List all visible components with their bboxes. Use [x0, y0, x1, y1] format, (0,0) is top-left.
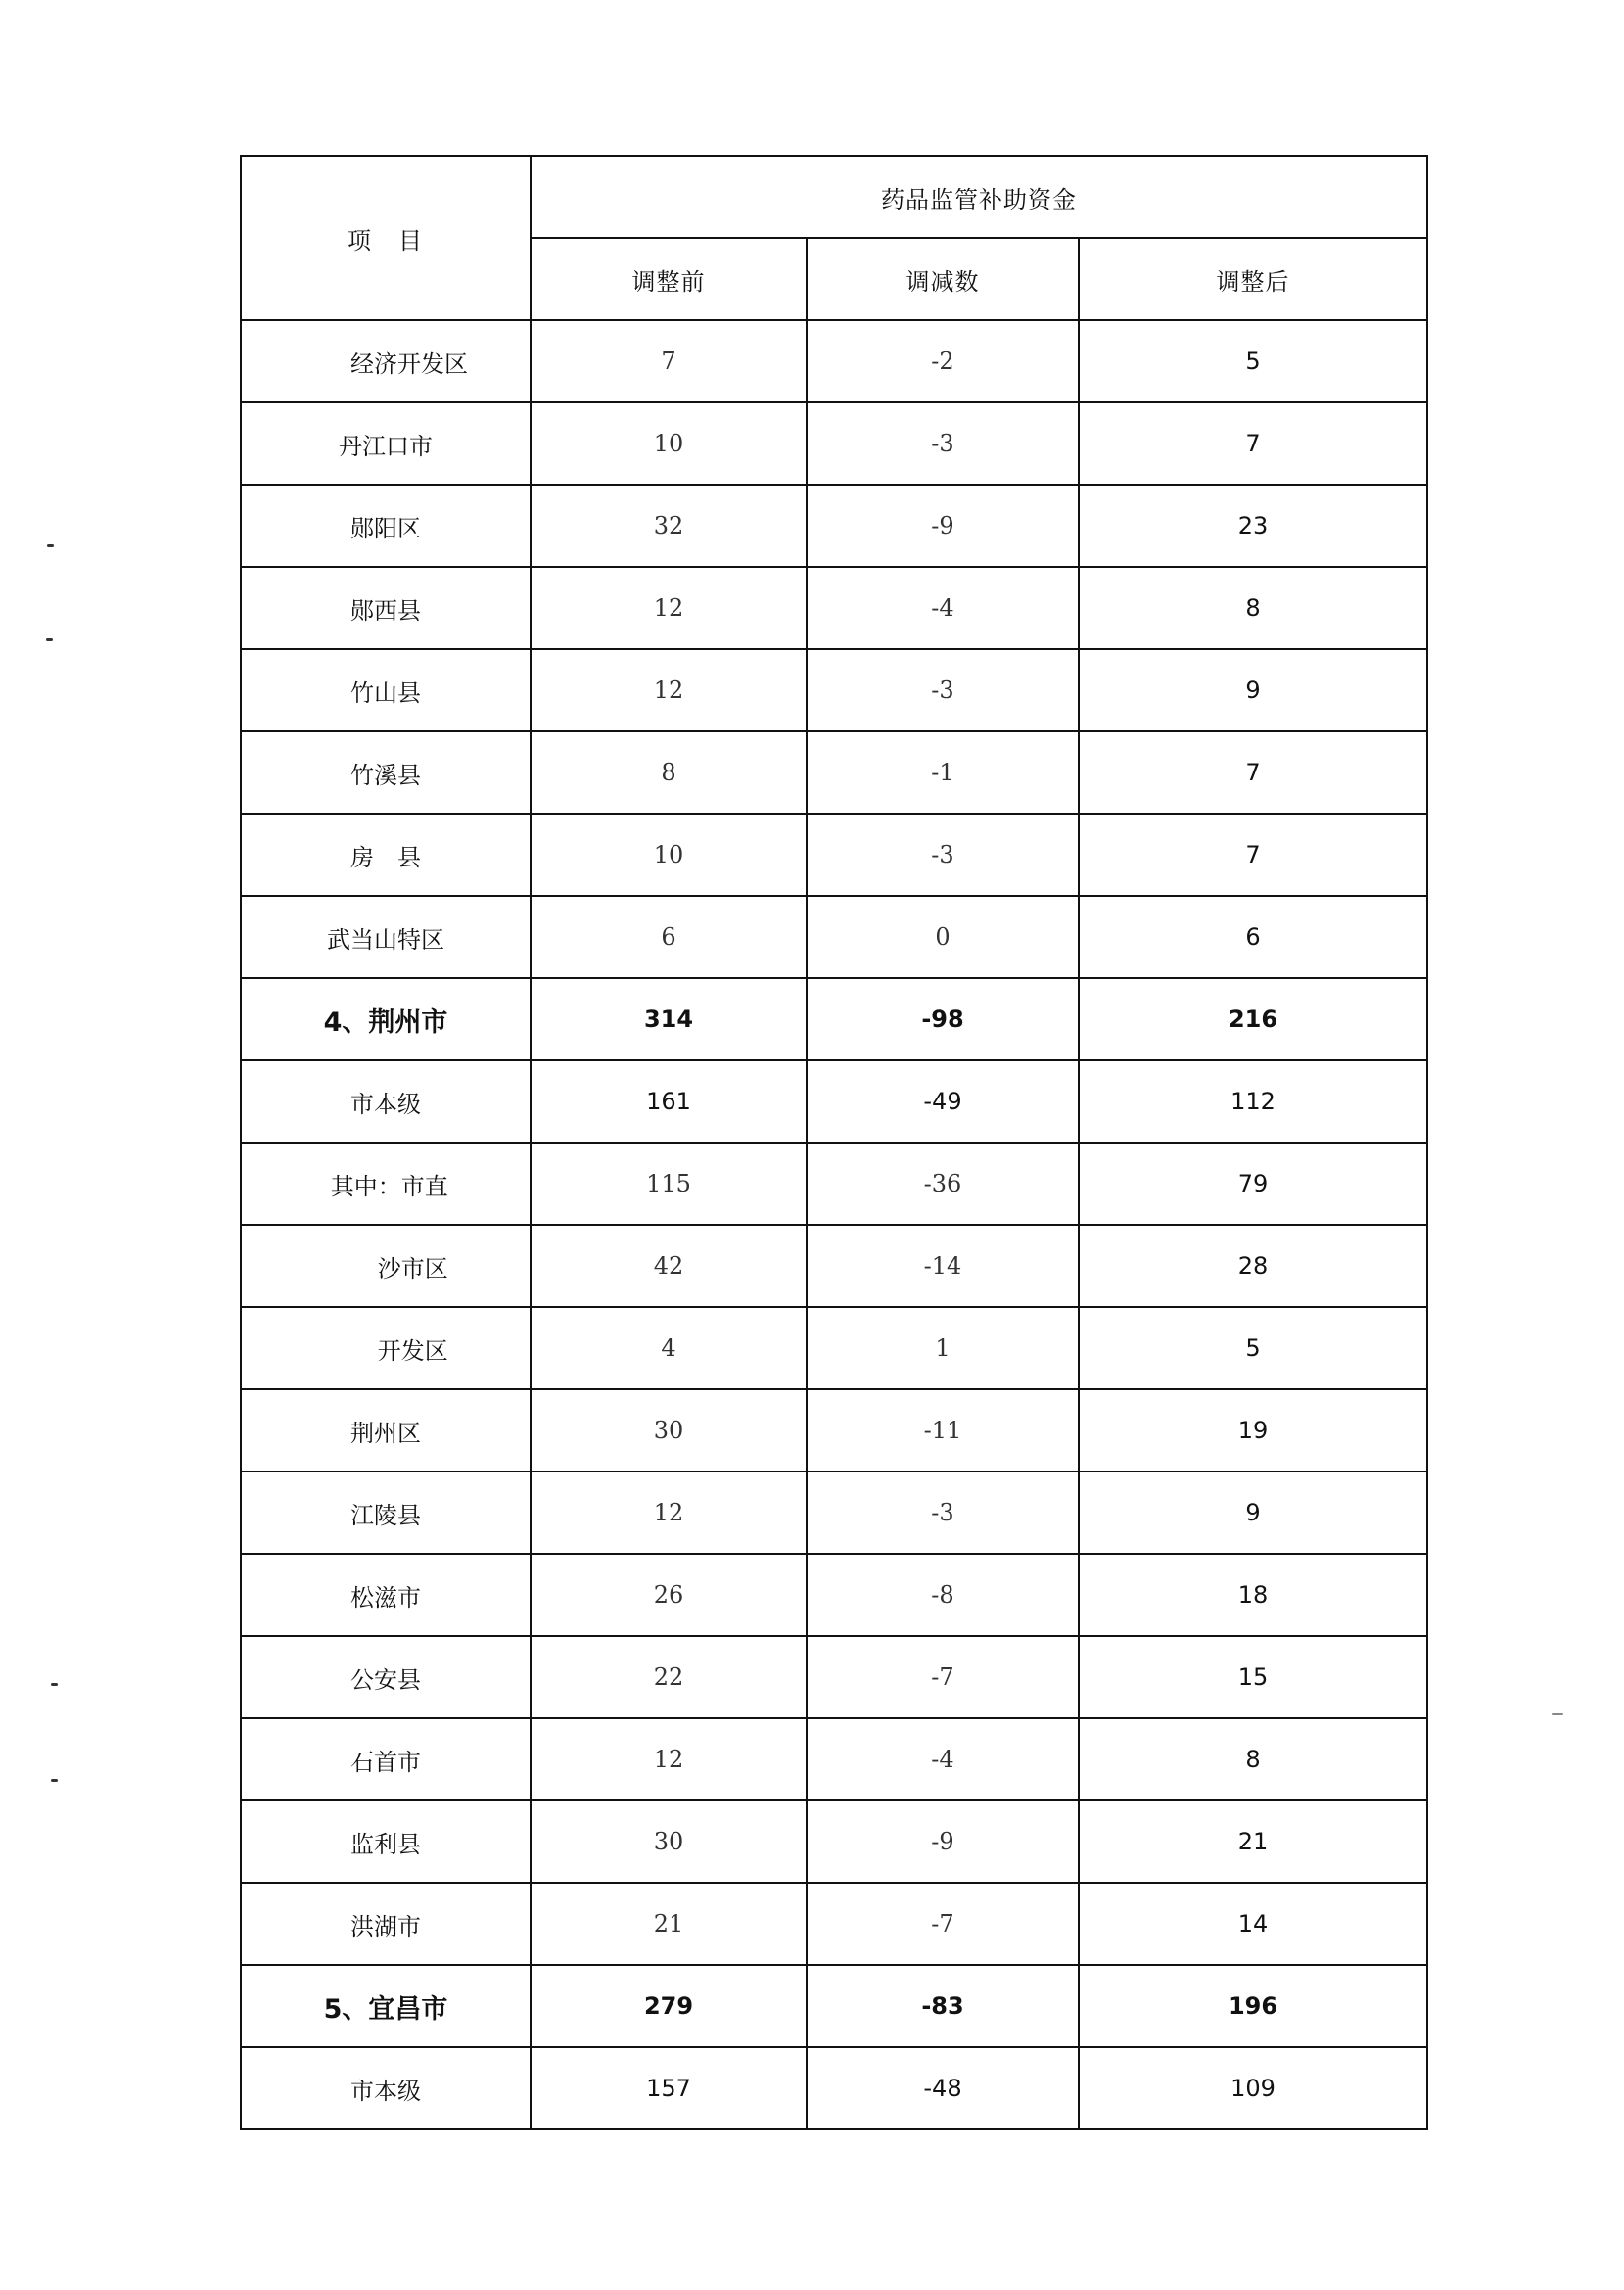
table-row [241, 649, 1427, 731]
change-value: -49 [807, 1060, 1079, 1143]
before-value: 12 [531, 567, 807, 649]
change-value: -11 [807, 1389, 1079, 1472]
before-value: 314 [531, 978, 807, 1060]
before-value: 21 [531, 1883, 807, 1965]
after-value: 7 [1079, 402, 1427, 485]
before-value: 8 [531, 731, 807, 814]
funding-adjustment-table [240, 155, 1428, 2130]
before-value: 115 [531, 1143, 807, 1225]
after-value: 5 [1079, 1307, 1427, 1389]
scan-speck [47, 544, 54, 547]
table-row [241, 1472, 1427, 1554]
table-row [241, 402, 1427, 485]
change-value: -3 [807, 814, 1079, 896]
after-value: 109 [1079, 2047, 1427, 2129]
before-value: 22 [531, 1636, 807, 1718]
item-column-header: 项 目 [241, 156, 531, 320]
after-value: 216 [1079, 978, 1427, 1060]
change-column-header: 调减数 [807, 238, 1079, 320]
table-row [241, 1060, 1427, 1143]
before-column-header: 调整前 [531, 238, 807, 320]
change-value: -83 [807, 1965, 1079, 2047]
row-label: 市本级 [241, 2047, 531, 2129]
table-row [241, 1143, 1427, 1225]
row-label: 经济开发区 [241, 320, 531, 402]
row-label: 其中：市直 [241, 1143, 531, 1225]
table-row [241, 1554, 1427, 1636]
after-value: 9 [1079, 1472, 1427, 1554]
after-value: 7 [1079, 731, 1427, 814]
table-row [241, 1800, 1427, 1883]
after-value: 6 [1079, 896, 1427, 978]
table-row [241, 896, 1427, 978]
before-value: 12 [531, 1718, 807, 1800]
change-value: -14 [807, 1225, 1079, 1307]
after-value: 9 [1079, 649, 1427, 731]
before-value: 4 [531, 1307, 807, 1389]
group-column-header: 药品监管补助资金 [531, 156, 1427, 238]
before-value: 279 [531, 1965, 807, 2047]
after-value: 21 [1079, 1800, 1427, 1883]
after-value: 8 [1079, 567, 1427, 649]
table-row [241, 320, 1427, 402]
before-value: 12 [531, 1472, 807, 1554]
scan-speck [1552, 1713, 1563, 1715]
table-row [241, 485, 1427, 567]
table-row [241, 978, 1427, 1060]
scan-speck [46, 638, 53, 641]
after-value: 28 [1079, 1225, 1427, 1307]
row-label: 监利县 [241, 1800, 531, 1883]
after-value: 18 [1079, 1554, 1427, 1636]
before-value: 26 [531, 1554, 807, 1636]
header-row-group [241, 156, 1427, 238]
after-value: 19 [1079, 1389, 1427, 1472]
change-value: -2 [807, 320, 1079, 402]
row-label: 沙市区 [241, 1225, 531, 1307]
change-value: -9 [807, 1800, 1079, 1883]
after-value: 23 [1079, 485, 1427, 567]
after-value: 7 [1079, 814, 1427, 896]
funding-table-sheet [240, 155, 1426, 2130]
before-value: 6 [531, 896, 807, 978]
row-label: 洪湖市 [241, 1883, 531, 1965]
change-value: -36 [807, 1143, 1079, 1225]
before-value: 30 [531, 1800, 807, 1883]
change-value: -9 [807, 485, 1079, 567]
before-value: 157 [531, 2047, 807, 2129]
after-value: 5 [1079, 320, 1427, 402]
after-value: 14 [1079, 1883, 1427, 1965]
change-value: -98 [807, 978, 1079, 1060]
before-value: 10 [531, 814, 807, 896]
scan-speck [51, 1779, 58, 1782]
after-value: 79 [1079, 1143, 1427, 1225]
row-label: 郧阳区 [241, 485, 531, 567]
table-row [241, 1636, 1427, 1718]
change-value: -8 [807, 1554, 1079, 1636]
row-label: 郧西县 [241, 567, 531, 649]
row-label: 武当山特区 [241, 896, 531, 978]
after-value: 8 [1079, 1718, 1427, 1800]
change-value: -1 [807, 731, 1079, 814]
row-label: 石首市 [241, 1718, 531, 1800]
change-value: -7 [807, 1636, 1079, 1718]
row-label: 荆州区 [241, 1389, 531, 1472]
row-label: 市本级 [241, 1060, 531, 1143]
table-row [241, 731, 1427, 814]
row-label: 松滋市 [241, 1554, 531, 1636]
before-value: 161 [531, 1060, 807, 1143]
before-value: 12 [531, 649, 807, 731]
change-value: -3 [807, 402, 1079, 485]
change-value: -48 [807, 2047, 1079, 2129]
row-label: 竹溪县 [241, 731, 531, 814]
row-label: 竹山县 [241, 649, 531, 731]
table-row [241, 1389, 1427, 1472]
row-label: 5、宜昌市 [241, 1965, 531, 2047]
table-row [241, 814, 1427, 896]
before-value: 10 [531, 402, 807, 485]
after-value: 196 [1079, 1965, 1427, 2047]
change-value: -3 [807, 1472, 1079, 1554]
scan-speck [51, 1683, 58, 1686]
table-row [241, 567, 1427, 649]
change-value: 0 [807, 896, 1079, 978]
after-column-header: 调整后 [1079, 238, 1427, 320]
after-value: 112 [1079, 1060, 1427, 1143]
change-value: -3 [807, 649, 1079, 731]
row-label: 公安县 [241, 1636, 531, 1718]
row-label: 房 县 [241, 814, 531, 896]
row-label: 开发区 [241, 1307, 531, 1389]
row-label: 4、荆州市 [241, 978, 531, 1060]
row-label: 丹江口市 [241, 402, 531, 485]
before-value: 30 [531, 1389, 807, 1472]
table-row [241, 1965, 1427, 2047]
change-value: -7 [807, 1883, 1079, 1965]
before-value: 32 [531, 485, 807, 567]
table-row [241, 1307, 1427, 1389]
table-row [241, 2047, 1427, 2129]
change-value: -4 [807, 567, 1079, 649]
before-value: 7 [531, 320, 807, 402]
table-row [241, 1883, 1427, 1965]
before-value: 42 [531, 1225, 807, 1307]
change-value: 1 [807, 1307, 1079, 1389]
change-value: -4 [807, 1718, 1079, 1800]
after-value: 15 [1079, 1636, 1427, 1718]
table-row [241, 1225, 1427, 1307]
table-row [241, 1718, 1427, 1800]
row-label: 江陵县 [241, 1472, 531, 1554]
